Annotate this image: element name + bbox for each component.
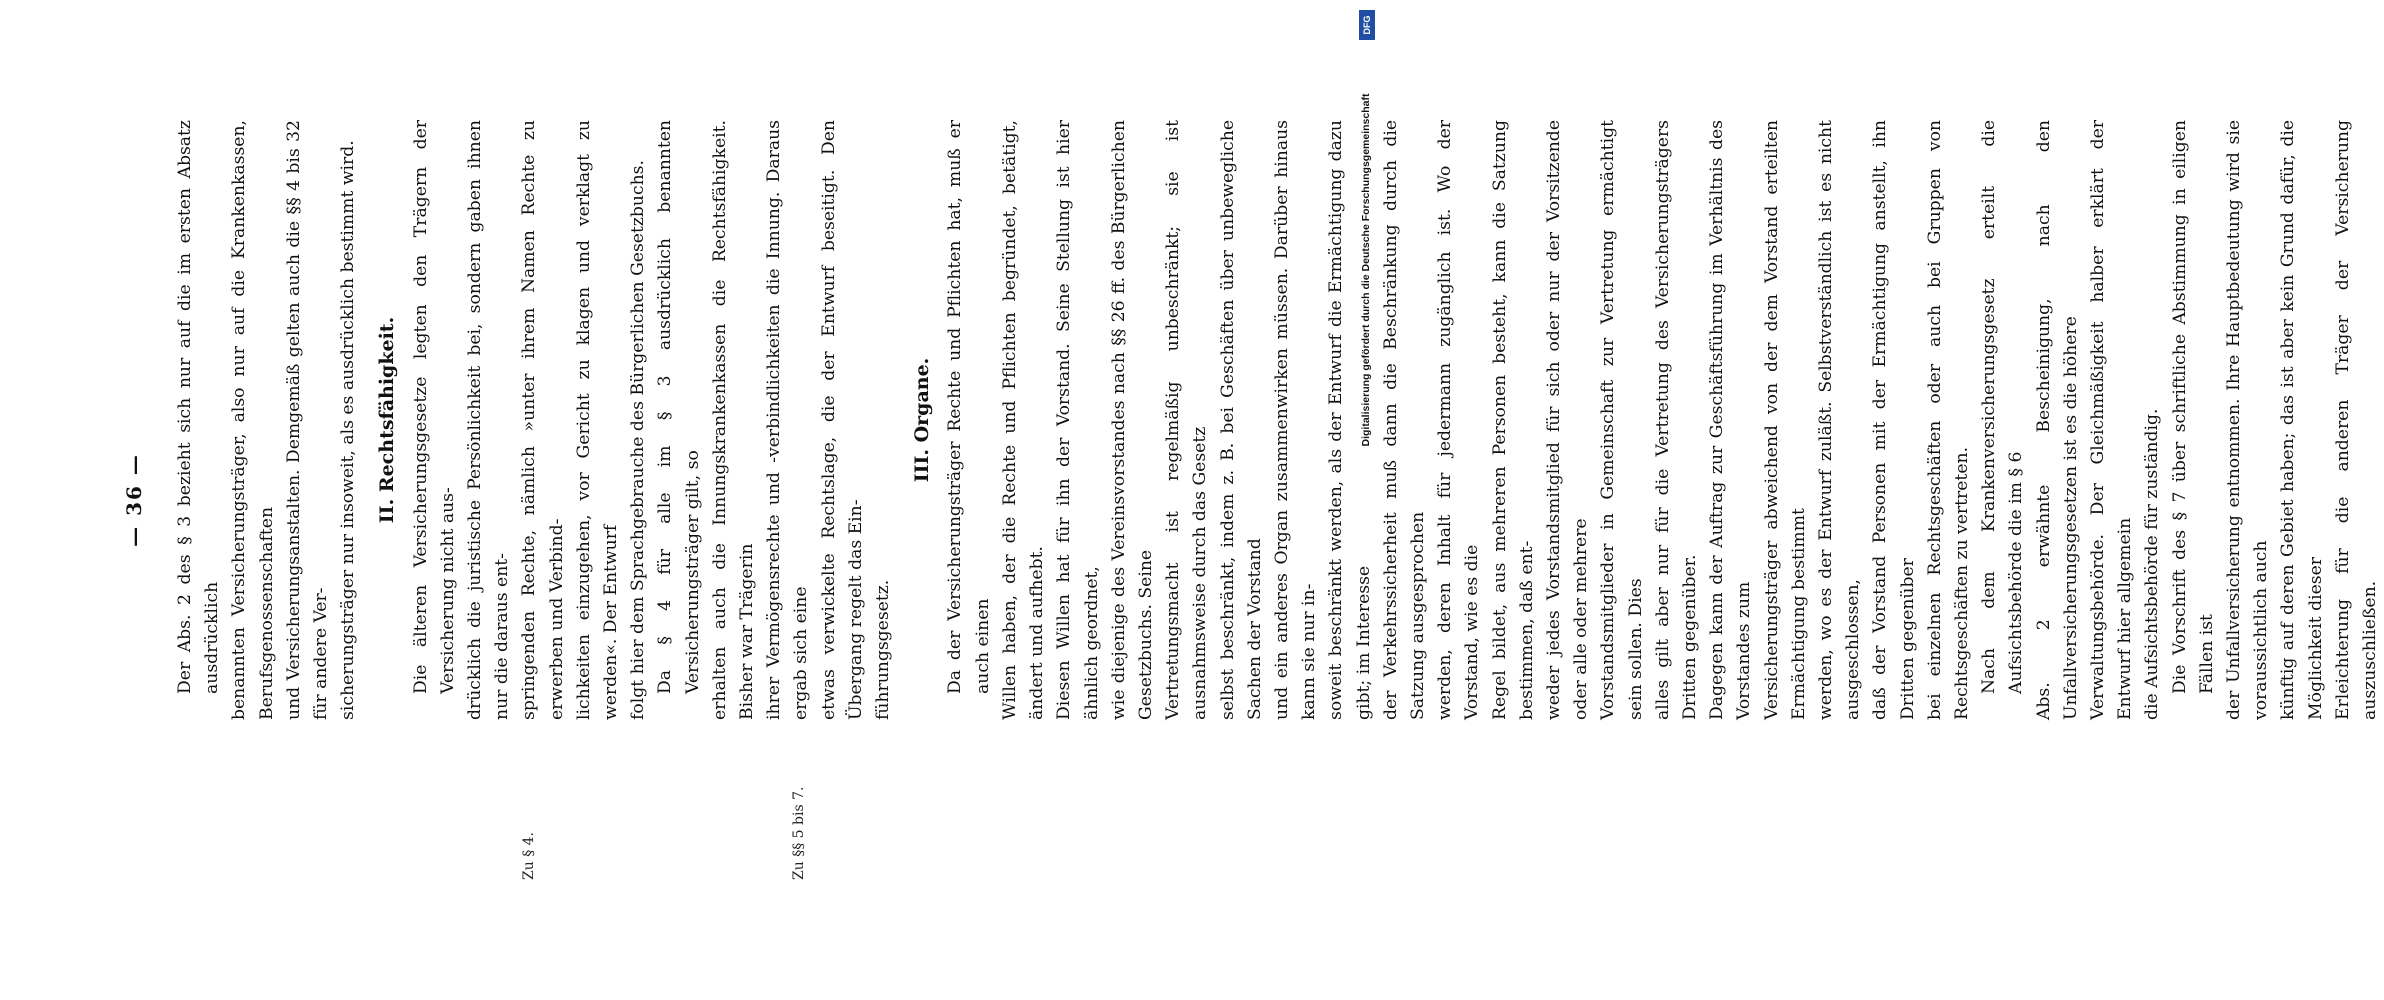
text-line: Da der Versicherungsträger Rechte und Pflichten hat, muß er auch einen (944, 120, 993, 694)
text-line: sicherungsträger nur insoweit, als es ausdrücklich bestimmt wird. (337, 140, 358, 720)
text-line: Da § 4 für alle im § 3 ausdrücklich benannten Versicherungsträger gilt, so (654, 120, 703, 694)
page-number: — 36 — (121, 453, 146, 547)
digitization-credit (1355, 10, 1377, 530)
text-line: Versicherungsträger abweichend von der dem Vorstand erteilten Ermächtigung bestimmt (1761, 120, 1809, 720)
text-line: benannten Versicherungsträger, also nur auf die Krankenkassen, Berufsgenossenschaften (228, 120, 277, 720)
text-line: wie diejenige des Vereinsvorstandes nach §§ 26 ff. des Bürgerlichen Gesetzbuchs. Seine (1108, 120, 1156, 720)
text-line: bei einzelnen Rechtsgeschäften oder auch bei Gruppen von Rechtsgeschäften zu vertreten. (1924, 120, 1972, 720)
text-line: alles gilt aber nur für die Vertretung des Versicherungsträgers Dritten gegenüber. (1652, 120, 1700, 720)
text-line: werden, deren Inhalt für jedermann zugänglich ist. Wo der Vorstand, wie es die (1434, 120, 1482, 720)
text-line: Nach dem Krankenversicherungsgesetz erteilt die Aufsichtsbehörde die im § 6 (1978, 120, 2026, 694)
text-line: Erleichterung für die anderen Träger der Versicherung auszuschließen. (2332, 120, 2380, 720)
text-line: drücklich die juristische Persönlichkeit bei, sondern gaben ihnen nur die daraus ent- (464, 120, 512, 720)
text-line: erhalten auch die Innungskrankenkassen die Rechtsfähigkeit. Bisher war Trägerin (709, 120, 757, 720)
text-line: Willen haben, der die Rechte und Pflichten begründet, betätigt, ändert und aufhebt. (999, 120, 1047, 720)
text-line: weder jedes Vorstandsmitglied für sich oder nur der Vorsitzende oder alle oder mehrere (1543, 120, 1591, 720)
margin-note-s5-7: Zu §§ 5 bis 7. (790, 786, 807, 880)
text-line: künftig auf deren Gebiet haben; das ist aber kein Grund dafür, die Möglichkeit dieser (2277, 120, 2326, 720)
text-line: ihrer Vermögensrechte und -verbindlichkeiten die Innung. Daraus ergab sich eine (763, 120, 811, 720)
text-line: Dagegen kann der Auftrag zur Geschäftsführung im Verhältnis des Vorstandes zum (1706, 120, 1754, 720)
text-line: Die Vorschrift des § 7 über schriftliche Abstimmung in eiligen Fällen ist (2169, 120, 2217, 694)
text-line: werden, wo es der Entwurf zuläßt. Selbstverständlich ist es nicht ausgeschlossen, (1815, 120, 1863, 720)
text-line: der Unfallversicherung entnommen. Ihre Hauptbedeutung wird sie voraussichtlich auch (2223, 120, 2271, 720)
text-line: Regel bildet, aus mehreren Personen besteht, kann die Satzung bestimmen, daß ent- (1489, 120, 1537, 720)
text-line: folgt hier dem Sprachgebrauche des Bürgerlichen Gesetzbuchs. (627, 160, 648, 720)
text-line: selbst beschränkt, indem z. B. bei Geschäften über unbewegliche Sachen der Vorstand (1217, 120, 1265, 720)
text-line: die Aufsichtsbehörde für zuständig. (2141, 408, 2162, 720)
text-line: soweit beschränkt werden, als der Entwurf die Ermächtigung dazu gibt; im Interesse (1325, 120, 1374, 720)
text-line: daß der Vorstand Personen mit der Ermächtigung anstellt, ihn Dritten gegenüber (1869, 120, 1918, 720)
text-line: lichkeiten einzugehen, vor Gericht zu klagen und verklagt zu werden«. Der Entwurf (573, 120, 621, 720)
section-heading-organe: III. Organe. (910, 357, 933, 483)
section-organe-text (942, 120, 2384, 720)
text-line: Die älteren Versicherungsgesetze legten den Trägern der Versicherung nicht aus- (410, 120, 458, 694)
text-line: Vorstandsmitglieder in Gemeinschaft zur Vertretung ermächtigt sein sollen. Dies (1597, 120, 1646, 720)
text-line: springenden Rechte, nämlich »unter ihrem Namen Rechte zu erwerben und Verbind- (518, 120, 567, 720)
text-line: Vertretungsmacht ist regelmäßig unbeschränkt; sie ist ausnahmsweise durch das Gesetz (1162, 120, 1210, 720)
text-line: der Verkehrssicherheit muß dann die Beschränkung durch die Satzung ausgesprochen (1380, 120, 1428, 720)
text-line: Verwaltungsbehörde. Der Gleichmäßigkeit halber erklärt der Entwurf hier allgemein (2087, 120, 2135, 720)
dfg-logo (1359, 10, 1375, 40)
text-line: und ein anderes Organ zusammenwirken müssen. Darüber hinaus kann sie nur in- (1271, 120, 1319, 720)
section-heading-rechtsfaehigkeit: II. Rechtsfähigkeit. (375, 316, 398, 524)
digitization-note: Digitalisierung gefördert durch die Deutsche Forschungsgemeinschaft (1360, 93, 1372, 447)
text-line: etwas verwickelte Rechtslage, die der Entwurf beseitigt. Den Übergang regelt das Ein- (818, 120, 866, 720)
intro-paragraph (172, 120, 362, 720)
text-line: Diesen Willen hat für ihn der Vorstand. Seine Stellung ist hier ähnlich geordnet, (1053, 120, 1101, 720)
margin-note-s4: Zu § 4. (520, 831, 537, 880)
body-text (172, 120, 2384, 720)
text-line: Abs. 2 erwähnte Bescheinigung, nach den Unfallversicherungsgesetzen ist es die höhere (2033, 120, 2081, 720)
text-line: Der Abs. 2 des § 3 bezieht sich nur auf die im ersten Absatz ausdrücklich (174, 120, 222, 694)
text-line: führungsgesetz. (872, 579, 893, 720)
text-line: und Versicherungsanstalten. Demgemäß gelten auch die §§ 4 bis 32 für andere Ver- (283, 120, 331, 720)
section-rechtsfaehigkeit-text (407, 120, 897, 720)
dfg-logo-text: DFG (1362, 15, 1372, 35)
